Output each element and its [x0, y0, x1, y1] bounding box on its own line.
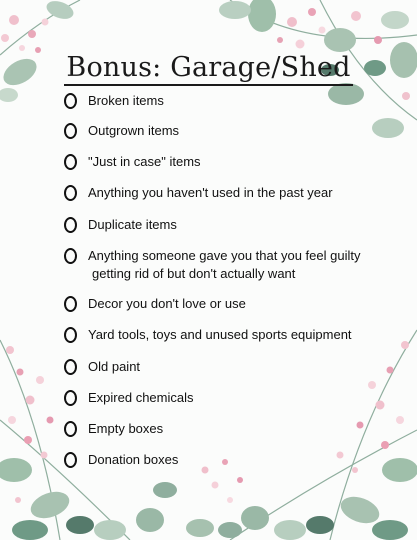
- checkbox-circle[interactable]: [64, 390, 77, 406]
- checkbox-circle[interactable]: [64, 123, 77, 139]
- top-left-floral: [0, 0, 80, 102]
- checklist-item-label: Donation boxes: [88, 452, 179, 467]
- checklist-item-label: "Just in case" items: [88, 154, 201, 169]
- checklist-item-label: Duplicate items: [88, 217, 177, 232]
- checklist-item-label: Yard tools, toys and unused sports equipment: [88, 327, 352, 342]
- checklist-item-label: Broken items: [88, 93, 164, 108]
- checkbox-circle[interactable]: [64, 359, 77, 375]
- checklist-item-label-continued: getting rid of but don't actually want: [92, 266, 296, 281]
- checklist-item-label: Empty boxes: [88, 421, 164, 436]
- checkbox-circle[interactable]: [64, 296, 77, 312]
- checklist-item-label: Expired chemicals: [88, 390, 194, 405]
- page-title-text: Bonus: Garage/Shed: [64, 52, 352, 86]
- checkbox-circle[interactable]: [64, 452, 77, 468]
- checkbox-circle[interactable]: [64, 327, 77, 343]
- checkbox-circle[interactable]: [64, 154, 77, 170]
- checkbox-circle[interactable]: [64, 185, 77, 201]
- checklist-item-label: Decor you don't love or use: [88, 296, 246, 311]
- checkbox-circle[interactable]: [64, 217, 77, 233]
- checkbox-circle[interactable]: [64, 248, 77, 264]
- page-title: [0, 52, 417, 83]
- checklist-item-label: Anything you haven't used in the past year: [88, 185, 333, 200]
- checklist-item-label: Old paint: [88, 359, 141, 374]
- checklist-item-label: Outgrown items: [88, 123, 180, 138]
- checklist-item-label: Anything someone gave you that you feel guilty: [88, 248, 361, 263]
- checkbox-circle[interactable]: [64, 421, 77, 437]
- checkbox-circle[interactable]: [64, 93, 77, 109]
